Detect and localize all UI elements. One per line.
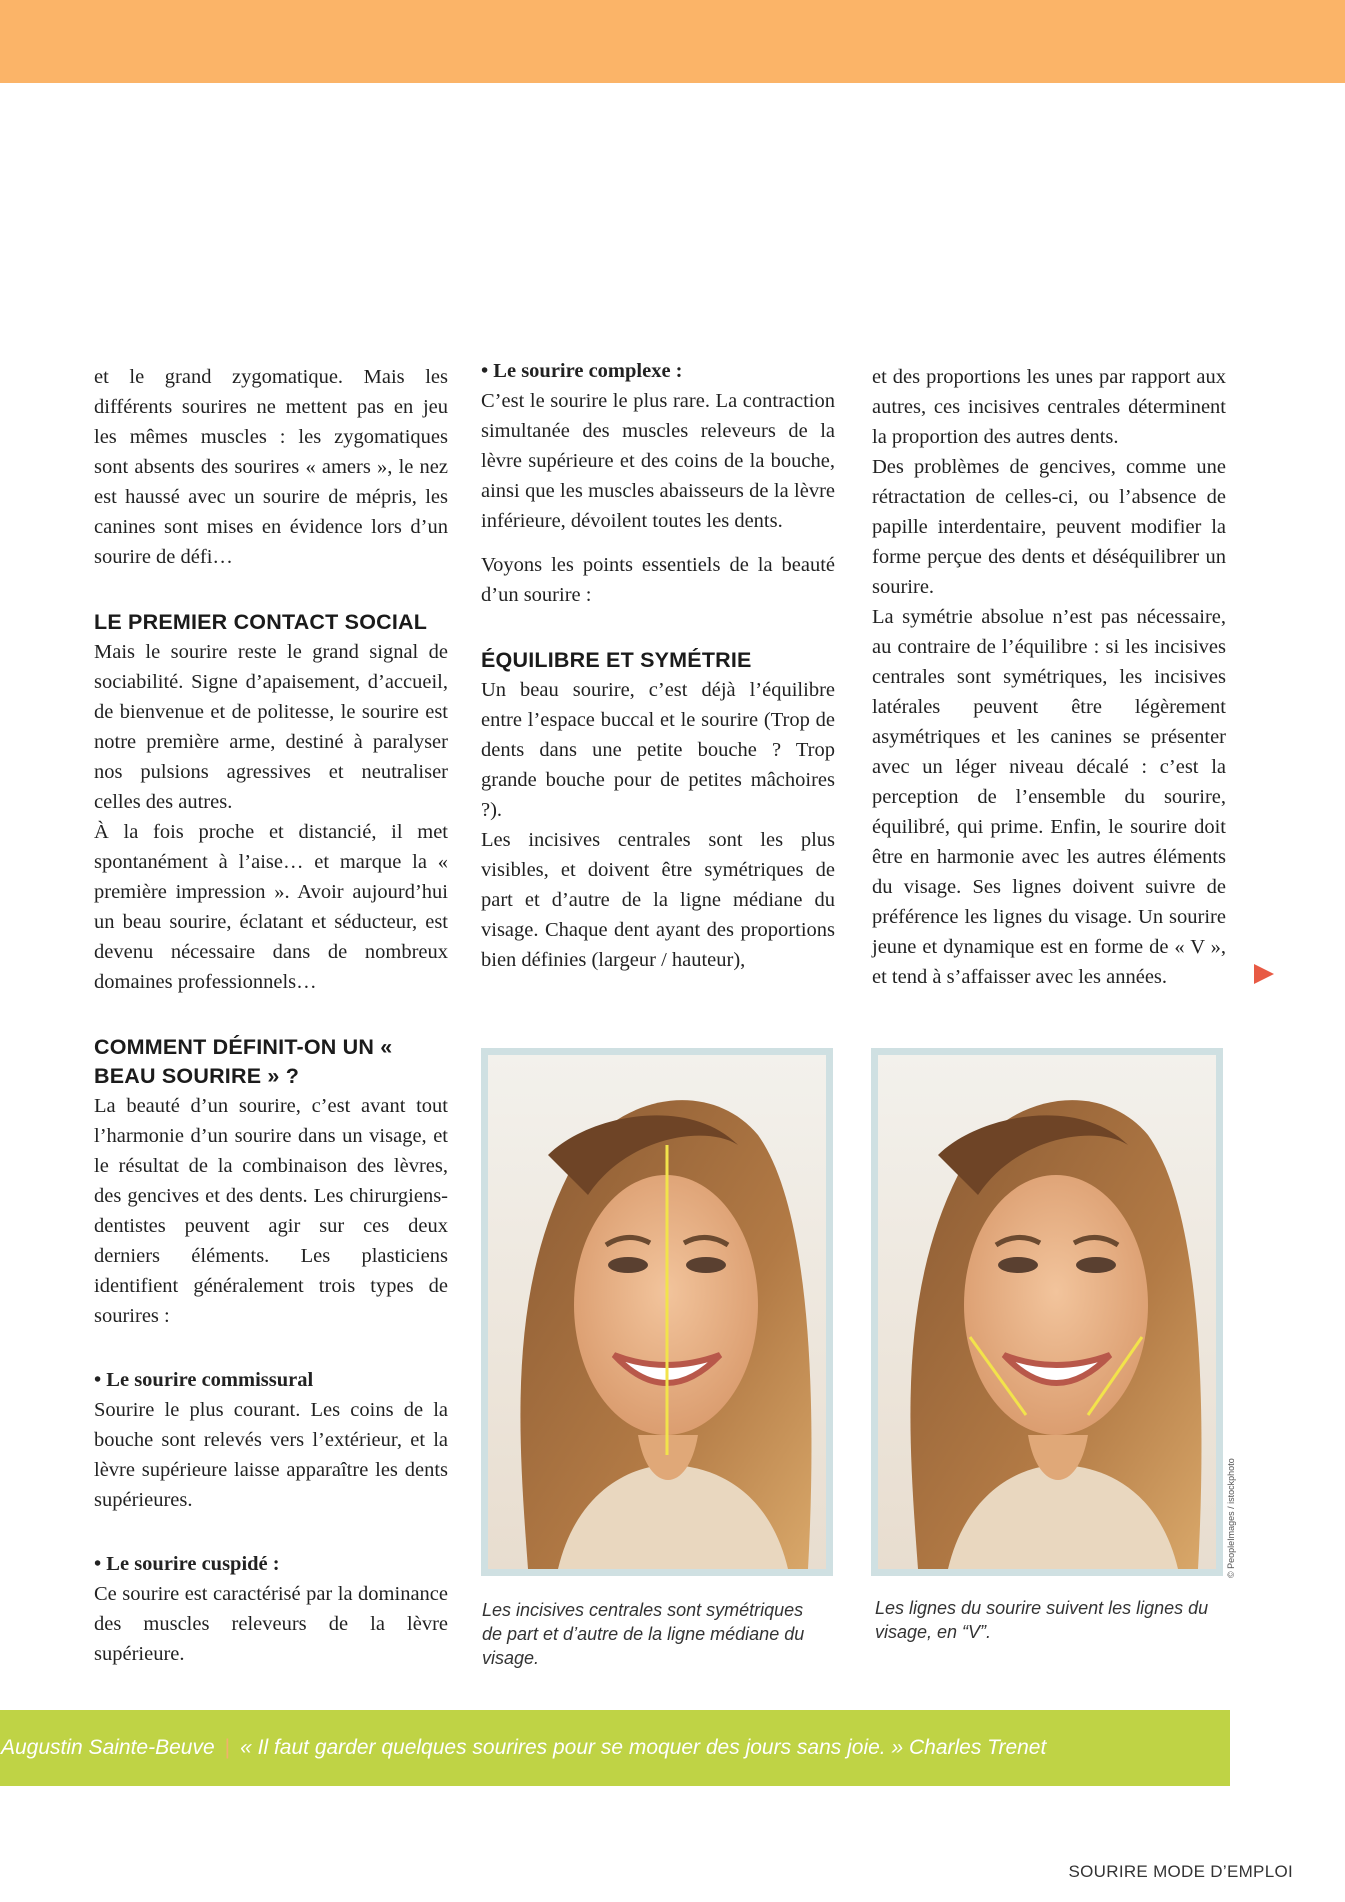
top-color-band <box>0 0 1345 83</box>
heading-premier-contact: LE PREMIER CONTACT SOCIAL <box>94 610 428 634</box>
photo-symmetry <box>481 1048 833 1576</box>
smiling-woman-photo-1 <box>488 1055 826 1569</box>
subheading-cuspide: • Le sourire cuspidé : <box>94 1553 280 1575</box>
contact-paragraph-2: À la fois proche et distancié, il met spontanément à l’aise… et marque la « première impression ». Avoir aujourd’hui un beau sourire, éclatant et séducteur, est devenu nécessaire dans de nombreux domaines professionnels… <box>94 821 448 993</box>
caption-v-lines: Les lignes du sourire suivent les lignes du visage, en “V”. <box>875 1598 1209 1642</box>
voyons-paragraph: Voyons les points essentiels de la beauté d’un sourire : <box>481 554 835 606</box>
complexe-text: C’est le sourire le plus rare. La contraction simultanée des muscles releveurs de la lèvre supérieure et des coins de la bouche, ainsi que les muscles abaisseurs de la lèvre inférieure, dévoilent toutes les dents. <box>481 390 835 532</box>
quote-text: « Il faut garder quelques sourires pour se moquer des jours sans joie. » Charles Trenet <box>240 1736 1047 1759</box>
cuspide-text: Ce sourire est caractérisé par la dominance des muscles releveurs de la lèvre supérieure. <box>94 1583 448 1665</box>
photo-v-lines <box>871 1048 1223 1576</box>
heading-equilibre: ÉQUILIBRE ET SYMÉTRIE <box>481 648 752 672</box>
heading-beau-sourire: COMMENT DÉFINIT-ON UN « BEAU SOURIRE » ? <box>94 1035 393 1088</box>
article-column-3 <box>872 362 1226 992</box>
quote-author-left: Augustin Sainte-Beuve <box>1 1736 215 1759</box>
contact-paragraph-1: Mais le sourire reste le grand signal de sociabilité. Signe d’apaisement, d’accueil, de bienvenue et de politesse, le sourire est notre première arme, destiné à paralyser nos pulsions agressives et neutraliser celles des autres. <box>94 641 448 813</box>
quote-band <box>0 1710 1230 1786</box>
col3-paragraph-2: Des problèmes de gencives, comme une rétractation de celles-ci, ou l’absence de papille interdentaire, peuvent modifier la forme perçue des dents et déséquilibrer un sourire. <box>872 456 1226 598</box>
col3-paragraph-1: et des proportions les unes par rapport aux autres, ces incisives centrales déterminent la proportion des autres dents. <box>872 366 1226 448</box>
equilibre-paragraph-1: Un beau sourire, c’est déjà l’équilibre entre l’espace buccal et le sourire (Trop de dents dans une petite bouche ? Trop grande bouche pour de petites mâchoires ?). <box>481 679 835 821</box>
smiling-woman-photo-2 <box>878 1055 1216 1569</box>
equilibre-paragraph-2: Les incisives centrales sont les plus visibles, et doivent être symétriques de part et d’autre de la ligne médiane du visage. Chaque dent ayant des proportions bien définies (largeur / hauteur), <box>481 829 835 971</box>
footer-section-title: SOURIRE MODE D’EMPLOI <box>1068 1862 1293 1881</box>
photo-credit: © PeopleImages / istockphoto <box>1226 1458 1236 1578</box>
continue-arrow-icon <box>1254 964 1274 984</box>
col1-intro: et le grand zygomatique. Mais les différents sourires ne mettent pas en jeu les mêmes muscles : les zygomatiques sont absents des sourires « amers », le nez est haussé avec un sourire de mépris, les canines sont mises en évidence lors d’un sourire de défi… <box>94 366 448 568</box>
article-column-2 <box>481 356 835 975</box>
caption-symmetry: Les incisives centrales sont symétriques de part et d’autre de la ligne médiane du visage. <box>482 1600 805 1668</box>
subheading-complexe: • Le sourire complexe : <box>481 360 683 382</box>
commissural-text: Sourire le plus courant. Les coins de la bouche sont relevés vers l’extérieur, et la lèvre supérieure laisse apparaître les dents supérieures. <box>94 1399 448 1511</box>
beau-paragraph: La beauté d’un sourire, c’est avant tout l’harmonie d’un sourire dans un visage, et le résultat de la combinaison des lèvres, des gencives et des dents. Les chirurgiens-dentistes peuvent agir sur ces deux derniers éléments. Les plasticiens identifient généralement trois types de sourires : <box>94 1095 448 1327</box>
quote-separator: | <box>224 1736 231 1759</box>
article-column-1 <box>94 362 448 1669</box>
col3-paragraph-3: La symétrie absolue n’est pas nécessaire, au contraire de l’équilibre : si les incisives centrales sont symétriques, les incisives latérales peuvent être légèrement asymétriques et les canines se présenter avec un léger niveau décalé : c’est la perception de l’ensemble du sourire, équilibré, qui prime. Enfin, le sourire doit être en harmonie avec les autres éléments du visage. Ses lignes doivent suivre de préférence les lignes du visage. Un sourire jeune et dynamique est en forme de « V », et tend à s’affaisser avec les années. <box>872 606 1226 988</box>
subheading-commissural: • Le sourire commissural <box>94 1369 314 1391</box>
